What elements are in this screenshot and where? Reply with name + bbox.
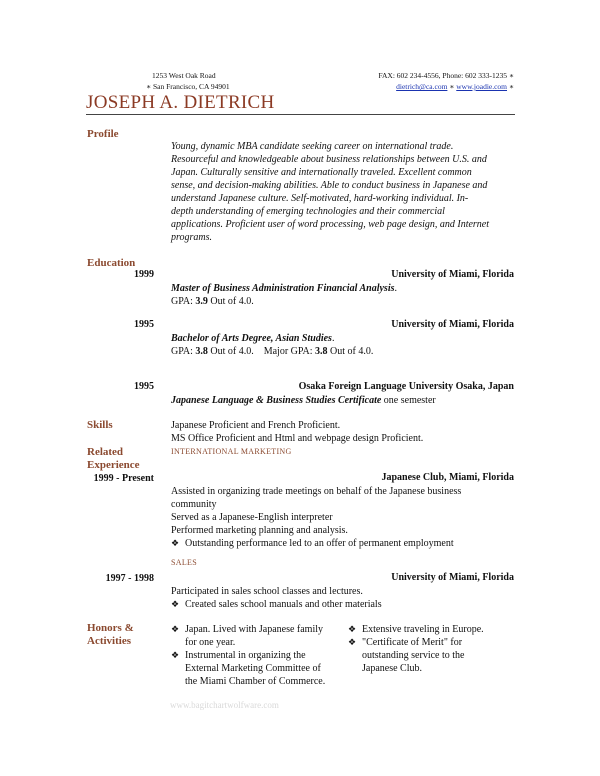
education-school: University of Miami, Florida — [391, 319, 514, 330]
star-bullet-icon: ∗ — [447, 82, 457, 91]
job-bullet-text: Created sales school manuals and other materials — [185, 599, 382, 610]
skill-line: Japanese Proficient and French Proficient. — [171, 420, 341, 431]
profile-line: Young, dynamic MBA candidate seeking career on international trade. — [171, 141, 454, 152]
diamond-bullet-icon: ❖ — [348, 624, 357, 634]
email-link[interactable]: dietrich@ca.com — [396, 82, 448, 91]
profile-text — [171, 140, 516, 244]
job-title: INTERNATIONAL MARKETING — [171, 447, 292, 456]
honors-heading-line1: Honors & — [87, 622, 134, 634]
degree-title: Master of Business Administration Financial Analysis — [171, 283, 395, 294]
profile-line: Japan. Culturally sensitive and internationally traveled. Excellent common — [171, 167, 472, 178]
diamond-bullet-icon: ❖ — [171, 624, 180, 634]
honors-column-1 — [171, 623, 346, 688]
honor-line: Japanese Club. — [362, 663, 422, 674]
honor-line: "Certificate of Merit" for — [362, 637, 463, 648]
job-bullet — [171, 537, 516, 550]
gpa-label: GPA: — [171, 296, 196, 307]
education-school: University of Miami, Florida — [391, 269, 514, 280]
star-bullet-icon: ∗ — [507, 82, 514, 91]
education-degree: Master of Business Administration Financial Analysis. — [171, 283, 397, 294]
profile-line: sense, and decision-making abilities. Able to conduct business in Japanese and — [171, 180, 488, 191]
address-line-1: 1253 West Oak Road — [152, 71, 216, 80]
gpa-scale: Out of 4.0. Major GPA: — [207, 346, 316, 357]
profile-heading: Profile — [87, 128, 119, 140]
honor-item — [348, 623, 518, 636]
job-line: Assisted in organizing trade meetings on behalf of the Japanese business — [171, 486, 462, 497]
skill-line: MS Office Proficient and Html and webpage design Proficient. — [171, 433, 424, 444]
profile-line: programs. — [171, 232, 213, 243]
job-employer: Japanese Club, Miami, Florida — [381, 472, 514, 483]
profile-line: understand Japanese culture. Self-motivated, hard-working individual. In- — [171, 193, 469, 204]
job-description — [171, 585, 516, 611]
contact-phone-fax: FAX: 602 234-4556, Phone: 602 333-1235 — [378, 71, 508, 80]
job-dates: 1999 - Present — [93, 473, 154, 484]
experience-heading — [87, 446, 140, 472]
diamond-bullet-icon: ❖ — [171, 538, 180, 548]
gpa-label: GPA: — [171, 346, 196, 357]
honor-line: outstanding service to the — [362, 650, 465, 661]
experience-heading-line1: Related — [87, 446, 124, 458]
gpa-value: 3.9 — [195, 296, 208, 307]
honors-heading-line2: Activities — [87, 635, 131, 647]
job-dates: 1997 - 1998 — [105, 573, 154, 584]
watermark-text: www.bagitchartwolfware.com — [170, 700, 279, 710]
education-year: 1995 — [134, 381, 154, 392]
honor-line: the Miami Chamber of Commerce. — [185, 676, 326, 687]
diamond-bullet-icon: ❖ — [348, 637, 357, 647]
education-year: 1995 — [134, 319, 154, 330]
skills-heading: Skills — [87, 419, 113, 431]
job-employer: University of Miami, Florida — [391, 572, 514, 583]
star-bullet-icon: ∗ — [146, 82, 153, 91]
skills-text — [171, 419, 423, 445]
contact-line-1 — [378, 71, 514, 81]
education-gpa — [171, 345, 373, 358]
honor-item — [348, 636, 518, 649]
website-link[interactable]: www.joadie.com — [456, 82, 508, 91]
job-line: Participated in sales school classes and lectures. — [171, 586, 363, 597]
gpa-scale: Out of 4.0. — [207, 296, 254, 307]
address-line-2-text: San Francisco, CA 94901 — [152, 82, 230, 91]
honors-column-2 — [348, 623, 518, 675]
job-title: SALES — [171, 558, 197, 567]
education-gpa — [171, 295, 254, 308]
profile-line: applications. Proficient user of word processing, web page design, and Internet — [171, 219, 490, 230]
honor-line: External Marketing Committee of — [185, 663, 321, 674]
education-year: 1999 — [134, 269, 154, 280]
star-bullet-icon: ∗ — [507, 71, 514, 80]
education-heading: Education — [87, 257, 136, 269]
experience-heading-line2: Experience — [87, 459, 140, 471]
candidate-name: JOSEPH A. DIETRICH — [86, 92, 275, 113]
honor-item — [171, 649, 346, 662]
job-bullet — [171, 598, 516, 611]
honors-heading — [87, 622, 134, 648]
gpa-value: 3.8 — [195, 346, 208, 357]
honor-line: Japan. Lived with Japanese family — [185, 624, 324, 635]
diamond-bullet-icon: ❖ — [171, 650, 180, 660]
education-degree: Bachelor of Arts Degree, Asian Studies. — [171, 333, 335, 344]
education-school: Osaka Foreign Language University Osaka, Japan — [298, 381, 514, 392]
job-line: Served as a Japanese-English interpreter — [171, 512, 333, 523]
address-line-2 — [146, 82, 230, 92]
degree-note: one semester — [381, 395, 436, 406]
job-description — [171, 485, 516, 550]
honor-item — [171, 623, 346, 636]
education-degree — [171, 394, 436, 407]
profile-line: Resourceful and knowledgeable about business relationships between U.S. and — [171, 154, 487, 165]
header-rule — [86, 114, 515, 115]
honor-line: Instrumental in organizing the — [185, 650, 306, 661]
honor-line: Extensive traveling in Europe. — [362, 624, 484, 635]
contact-line-2 — [396, 82, 514, 92]
diamond-bullet-icon: ❖ — [171, 599, 180, 609]
job-line: Performed marketing planning and analysis. — [171, 525, 348, 536]
profile-line: depth understanding of emerging technologies and their commercial — [171, 206, 445, 217]
major-gpa-scale: Out of 4.0. — [327, 346, 374, 357]
degree-title: Japanese Language & Business Studies Certificate — [171, 395, 382, 406]
job-bullet-text: Outstanding performance led to an offer of permanent employment — [185, 538, 454, 549]
honor-line: for one year. — [185, 637, 236, 648]
job-line: community — [171, 499, 217, 510]
degree-title: Bachelor of Arts Degree, Asian Studies — [171, 333, 332, 344]
major-gpa-value: 3.8 — [315, 346, 328, 357]
